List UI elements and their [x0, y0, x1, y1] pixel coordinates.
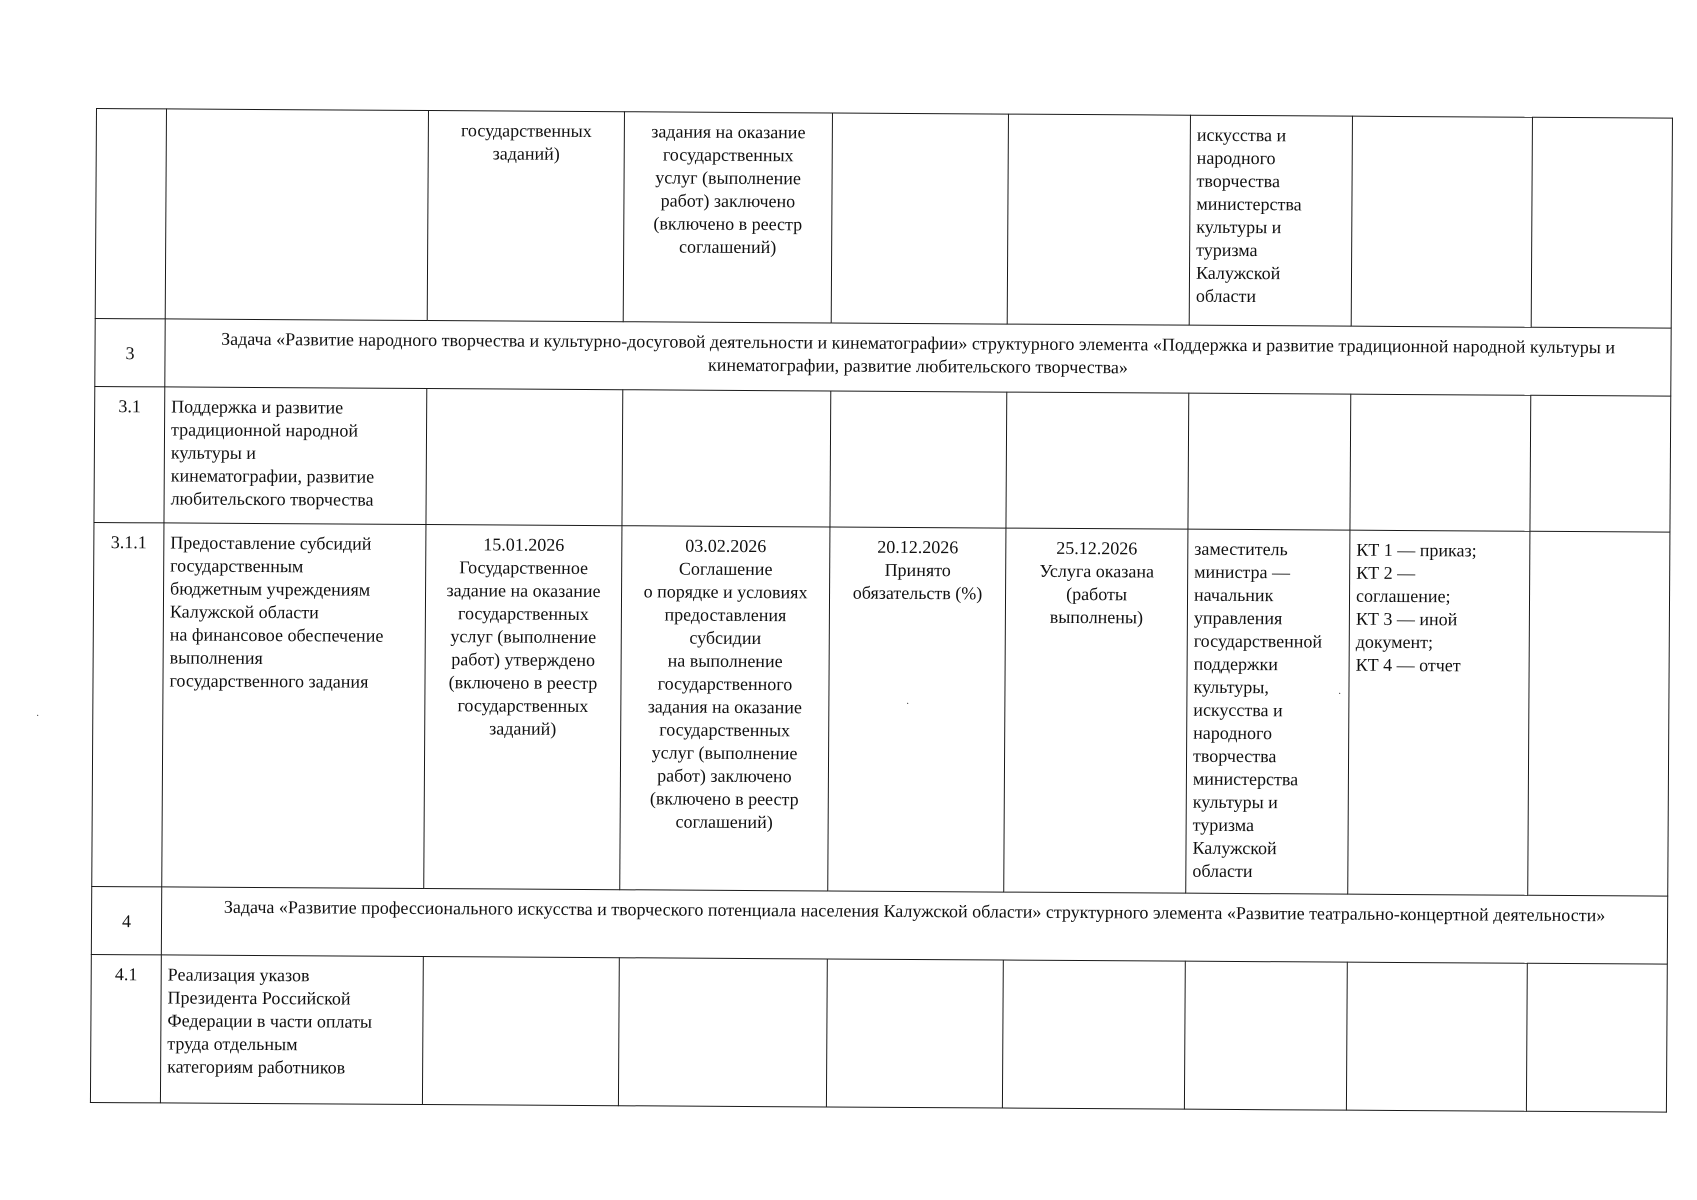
table-row-task [91, 886, 1667, 964]
scan-speck: · [906, 699, 910, 710]
cell-responsible [1184, 961, 1347, 1110]
table-row [90, 954, 1667, 1112]
cell-kt3: 20.12.2026 Принято обязательств (%) [828, 527, 1006, 892]
task-heading: Задача «Развитие народного творчества и культурно-досуговой деятельности и кинематографии» структурного элемента «Поддержка и развитие традиционной народной культуры и кинематографии, развитие любительского творчества» [165, 319, 1671, 396]
scan-speck: · [36, 711, 40, 722]
cell-kt4 [1002, 960, 1185, 1109]
cell-kt4: 25.12.2026 Услуга оказана (работы выполнены) [1004, 528, 1188, 893]
cell-num: 3.1.1 [92, 522, 164, 886]
cell-responsible [1188, 393, 1351, 530]
cell-extra [1528, 531, 1670, 896]
cell-num [95, 109, 166, 319]
cell-num: 3.1 [94, 386, 165, 522]
cell-kt1 [426, 389, 623, 526]
cell-name: Реализация указов Президента Российской Федерации в части оплаты труда отдельным категориям работников [160, 955, 423, 1105]
cell-kt2: задания на оказание государственных услуг (выполнение работ) заключено (включено в реестр соглашений) [623, 112, 832, 323]
cell-kt4 [1007, 114, 1190, 325]
cell-extra [1526, 963, 1667, 1112]
cell-responsible: искусства и народного творчества министерства культуры и туризма Калужской области [1189, 115, 1352, 326]
cell-kt1 [422, 957, 619, 1106]
cell-kt1: государственных заданий) [427, 111, 624, 322]
cell-docs [1351, 116, 1532, 327]
scan-speck: · [1338, 689, 1342, 700]
cell-docs [1350, 394, 1531, 531]
cell-num: 4 [91, 886, 161, 954]
table-row [92, 522, 1670, 896]
cell-num: 3 [95, 318, 165, 386]
cell-extra [1531, 117, 1672, 328]
cell-extra [1530, 395, 1671, 532]
table-row [94, 386, 1671, 532]
cell-kt1: 15.01.2026 Государственное задание на оказание государственных услуг (выполнение работ) утверждено (включено в реестр государственных заданий) [424, 525, 622, 890]
cell-kt3 [830, 391, 1007, 528]
table-row-task [95, 318, 1671, 396]
task-heading: Задача «Развитие профессионального искусства и творческого потенциала населения Калужской области» структурного элемента «Развитие театрально-концертной деятельности» [161, 887, 1667, 964]
cell-kt3 [826, 959, 1003, 1108]
cell-kt3 [831, 113, 1008, 324]
cell-num: 4.1 [90, 954, 161, 1102]
cell-kt4 [1006, 392, 1189, 529]
cell-responsible: заместитель министра — начальник управления государственной поддержки культуры, искусства и народного творчества министерства культуры и туризма Калужской области [1186, 529, 1350, 894]
cell-kt2 [618, 958, 827, 1107]
cell-docs: КТ 1 — приказ; КТ 2 — соглашение; КТ 3 — иной документ; КТ 4 — отчет [1348, 530, 1530, 895]
cell-docs [1346, 962, 1527, 1111]
cell-kt2 [622, 390, 831, 527]
cell-name: Предоставление субсидий государственным бюджетным учреждениям Калужской области на финансовое обеспечение выполнения государственного задания [162, 523, 426, 889]
cell-kt2: 03.02.2026 Соглашение о порядке и условиях предоставления субсидии на выполнение государственного задания на оказание государственных услуг (выполнение работ) заключено (включено в реестр соглашений) [620, 526, 830, 891]
plan-table [90, 108, 1673, 1113]
cell-name [165, 109, 428, 321]
cell-name: Поддержка и развитие традиционной народной культуры и кинематографии, развитие любительского творчества [164, 387, 427, 525]
table-row [95, 109, 1672, 329]
